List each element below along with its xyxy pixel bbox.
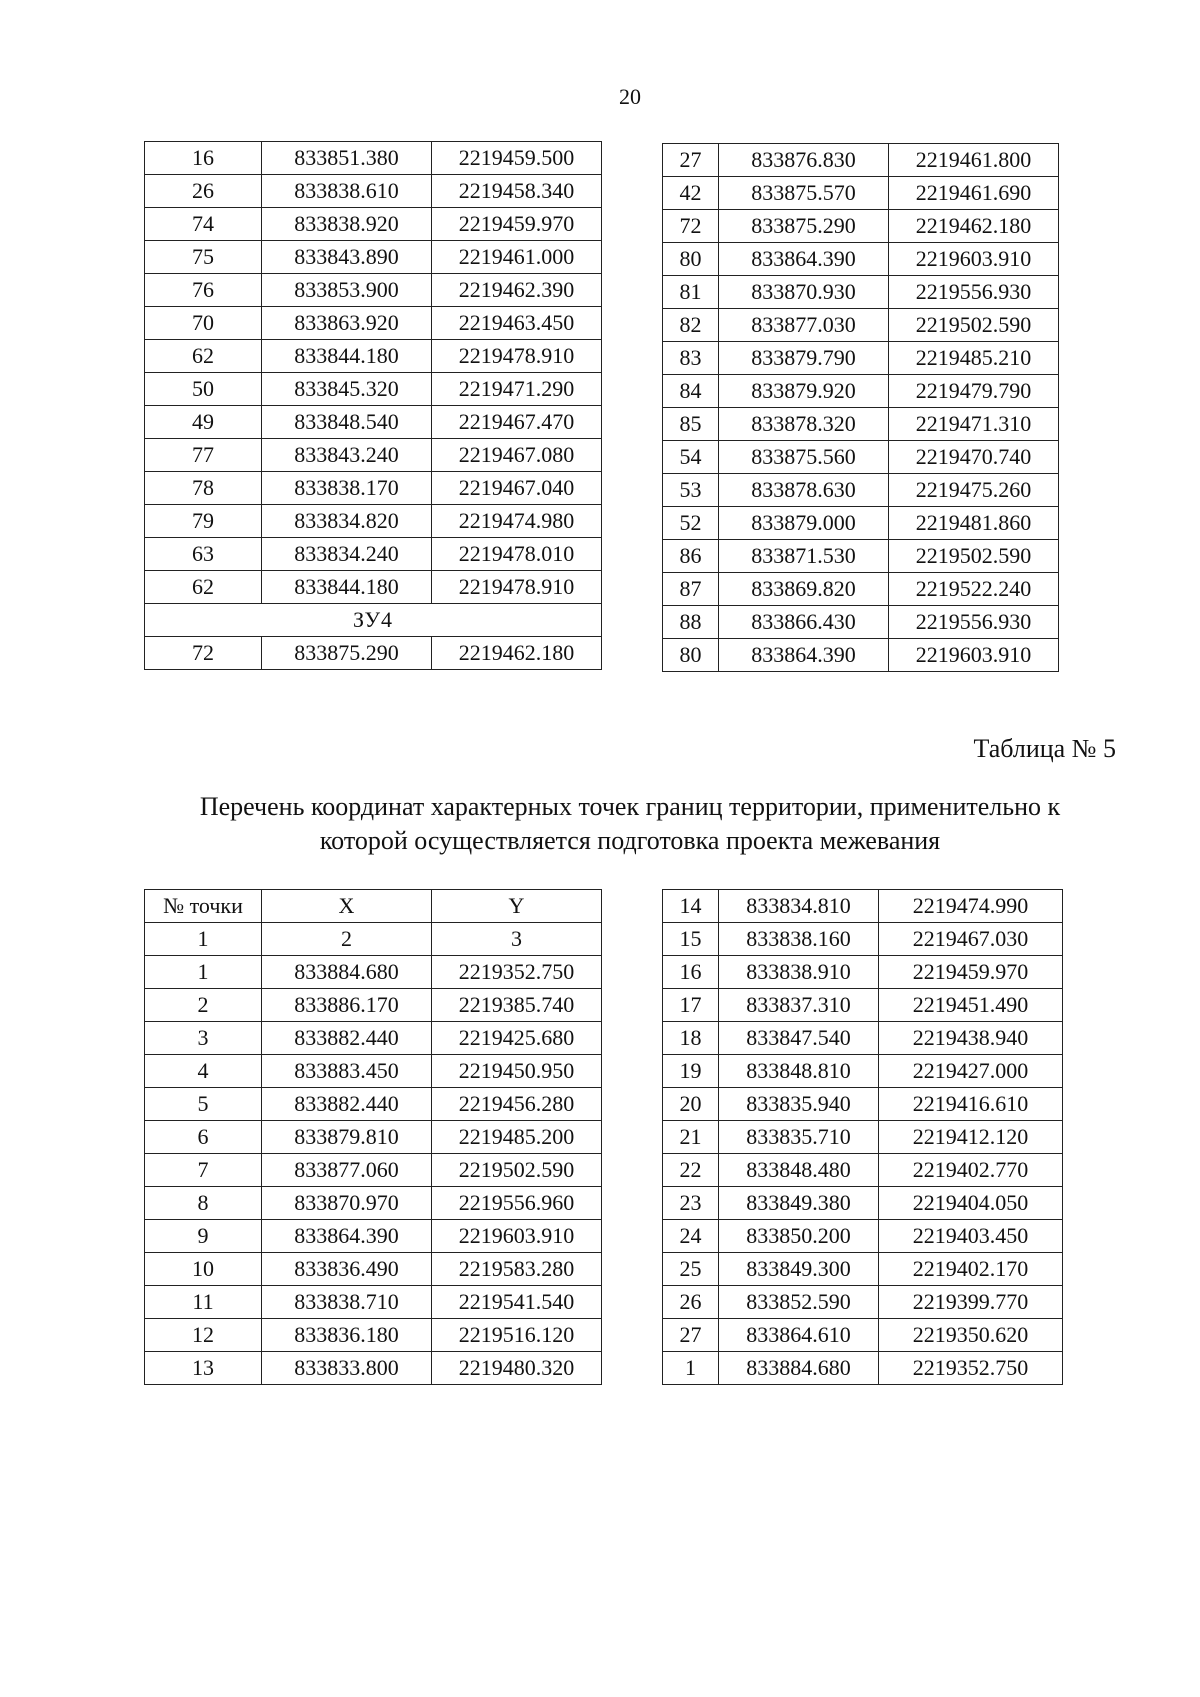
x-coordinate-cell: 833876.830	[719, 144, 889, 177]
table-row	[663, 1187, 1063, 1220]
x-coordinate-cell: 833883.450	[262, 1055, 432, 1088]
y-coordinate-cell: 2219427.000	[879, 1055, 1063, 1088]
x-coordinate-cell: 833844.180	[262, 340, 432, 373]
y-coordinate-cell: 2219352.750	[432, 956, 602, 989]
table-body	[145, 142, 602, 670]
x-coordinate-cell: 833853.900	[262, 274, 432, 307]
y-coordinate-cell: 2219603.910	[889, 639, 1059, 672]
y-coordinate-cell: 2219471.290	[432, 373, 602, 406]
y-coordinate-cell: 2219556.930	[889, 276, 1059, 309]
point-number-cell: 63	[145, 538, 262, 571]
x-coordinate-cell: 833838.910	[719, 956, 879, 989]
x-coordinate-cell: 833869.820	[719, 573, 889, 606]
y-coordinate-cell: 2219451.490	[879, 989, 1063, 1022]
point-number-cell: 25	[663, 1253, 719, 1286]
point-number-cell: № точки	[145, 890, 262, 923]
table-row	[663, 243, 1059, 276]
y-coordinate-cell: 2219522.240	[889, 573, 1059, 606]
x-coordinate-cell: 833870.930	[719, 276, 889, 309]
x-coordinate-cell: 833835.710	[719, 1121, 879, 1154]
x-coordinate-cell: 833866.430	[719, 606, 889, 639]
table-row	[663, 276, 1059, 309]
x-coordinate-cell: 833879.920	[719, 375, 889, 408]
y-coordinate-cell: 2219556.960	[432, 1187, 602, 1220]
point-number-cell: 53	[663, 474, 719, 507]
point-number-cell: 77	[145, 439, 262, 472]
table-row	[663, 540, 1059, 573]
x-coordinate-cell: 833863.920	[262, 307, 432, 340]
point-number-cell: 1	[145, 923, 262, 956]
table-row	[663, 1121, 1063, 1154]
table-row	[145, 571, 602, 604]
x-coordinate-cell: 833875.560	[719, 441, 889, 474]
y-coordinate-cell: 2219475.260	[889, 474, 1059, 507]
y-coordinate-cell: 2219399.770	[879, 1286, 1063, 1319]
y-coordinate-cell: 2219403.450	[879, 1220, 1063, 1253]
point-number-cell: 26	[145, 175, 262, 208]
y-coordinate-cell: 2219474.990	[879, 890, 1063, 923]
point-number-cell: 16	[145, 142, 262, 175]
table-row	[145, 538, 602, 571]
table-row	[145, 637, 602, 670]
table-row	[663, 342, 1059, 375]
point-number-cell: 15	[663, 923, 719, 956]
point-number-cell: 18	[663, 1022, 719, 1055]
x-coordinate-cell: 833838.710	[262, 1286, 432, 1319]
y-coordinate-cell: 2219467.470	[432, 406, 602, 439]
table-row	[663, 1286, 1063, 1319]
y-coordinate-cell: 2219461.000	[432, 241, 602, 274]
y-coordinate-cell: 2219352.750	[879, 1352, 1063, 1385]
y-coordinate-cell: 2219459.970	[879, 956, 1063, 989]
y-coordinate-cell: 2219456.280	[432, 1088, 602, 1121]
table-row	[663, 507, 1059, 540]
table-row	[145, 439, 602, 472]
point-number-cell: 52	[663, 507, 719, 540]
point-number-cell: 42	[663, 177, 719, 210]
y-coordinate-cell: 2219385.740	[432, 989, 602, 1022]
point-number-cell: 82	[663, 309, 719, 342]
y-coordinate-cell: 2219438.940	[879, 1022, 1063, 1055]
y-coordinate-cell: 2219462.390	[432, 274, 602, 307]
x-coordinate-cell: 833848.480	[719, 1154, 879, 1187]
y-coordinate-cell: 2219450.950	[432, 1055, 602, 1088]
point-number-cell: 27	[663, 144, 719, 177]
point-number-cell: 10	[145, 1253, 262, 1286]
x-coordinate-cell: 833847.540	[719, 1022, 879, 1055]
table-row	[663, 1022, 1063, 1055]
y-coordinate-cell: 2219459.970	[432, 208, 602, 241]
table-row	[145, 1253, 602, 1286]
table-row	[145, 1088, 602, 1121]
x-coordinate-cell: 833835.940	[719, 1088, 879, 1121]
point-number-cell: 6	[145, 1121, 262, 1154]
point-number-cell: 24	[663, 1220, 719, 1253]
point-number-cell: 2	[145, 989, 262, 1022]
caption-line: Перечень координат характерных точек границ территории, применительно к	[199, 792, 1061, 821]
point-number-cell: 49	[145, 406, 262, 439]
table-row	[145, 340, 602, 373]
x-coordinate-cell: 833871.530	[719, 540, 889, 573]
table-row	[145, 373, 602, 406]
point-number-cell: 80	[663, 243, 719, 276]
x-coordinate-cell: 833875.570	[719, 177, 889, 210]
x-coordinate-cell: 833882.440	[262, 1088, 432, 1121]
point-number-cell: 11	[145, 1286, 262, 1319]
x-coordinate-cell: 833844.180	[262, 571, 432, 604]
x-coordinate-cell: 833884.680	[262, 956, 432, 989]
x-coordinate-cell: 833845.320	[262, 373, 432, 406]
table-row	[663, 441, 1059, 474]
y-coordinate-cell: 2219470.740	[889, 441, 1059, 474]
header-row	[145, 890, 602, 923]
point-number-cell: 23	[663, 1187, 719, 1220]
table-row	[663, 573, 1059, 606]
point-number-cell: 22	[663, 1154, 719, 1187]
x-coordinate-cell: 833838.160	[719, 923, 879, 956]
table-row	[145, 1286, 602, 1319]
point-number-cell: 13	[145, 1352, 262, 1385]
x-coordinate-cell: 833884.680	[719, 1352, 879, 1385]
x-coordinate-cell: 833836.180	[262, 1319, 432, 1352]
x-coordinate-cell: 833864.390	[719, 243, 889, 276]
table-row	[663, 639, 1059, 672]
table-body	[663, 144, 1059, 672]
table5-left	[144, 889, 602, 1385]
y-coordinate-cell: 2219461.800	[889, 144, 1059, 177]
table-row	[663, 1253, 1063, 1286]
y-coordinate-cell: 2219516.120	[432, 1319, 602, 1352]
point-number-cell: 72	[663, 210, 719, 243]
point-number-cell: 9	[145, 1220, 262, 1253]
y-coordinate-cell: 2219416.610	[879, 1088, 1063, 1121]
table-row	[663, 923, 1063, 956]
point-number-cell: 87	[663, 573, 719, 606]
table-row	[663, 1220, 1063, 1253]
x-coordinate-cell: 833849.380	[719, 1187, 879, 1220]
table-row	[145, 307, 602, 340]
table-row	[145, 241, 602, 274]
x-coordinate-cell: 833834.820	[262, 505, 432, 538]
y-coordinate-cell: 2219458.340	[432, 175, 602, 208]
y-coordinate-cell: 2219603.910	[889, 243, 1059, 276]
point-number-cell: 74	[145, 208, 262, 241]
table-body	[663, 890, 1063, 1385]
point-number-cell: 1	[663, 1352, 719, 1385]
table-row	[663, 309, 1059, 342]
table-row	[145, 274, 602, 307]
y-coordinate-cell: 2219350.620	[879, 1319, 1063, 1352]
point-number-cell: 62	[145, 571, 262, 604]
point-number-cell: 70	[145, 307, 262, 340]
table-row	[145, 1022, 602, 1055]
column-number-row	[145, 923, 602, 956]
point-number-cell: 1	[145, 956, 262, 989]
x-coordinate-cell: 833850.200	[719, 1220, 879, 1253]
y-coordinate-cell: 2219463.450	[432, 307, 602, 340]
x-coordinate-cell: 833838.170	[262, 472, 432, 505]
x-coordinate-cell: 833878.630	[719, 474, 889, 507]
point-number-cell: 14	[663, 890, 719, 923]
point-number-cell: 12	[145, 1319, 262, 1352]
point-number-cell: 50	[145, 373, 262, 406]
table-row	[145, 1319, 602, 1352]
point-number-cell: 5	[145, 1088, 262, 1121]
table-row	[663, 890, 1063, 923]
table-row	[663, 144, 1059, 177]
point-number-cell: 80	[663, 639, 719, 672]
y-coordinate-cell: 2219402.170	[879, 1253, 1063, 1286]
y-coordinate-cell: 2219402.770	[879, 1154, 1063, 1187]
y-coordinate-cell: 2219485.210	[889, 342, 1059, 375]
x-coordinate-cell: 833864.390	[262, 1220, 432, 1253]
point-number-cell: 4	[145, 1055, 262, 1088]
y-coordinate-cell: 2219485.200	[432, 1121, 602, 1154]
y-coordinate-cell: 2219603.910	[432, 1220, 602, 1253]
table-row	[145, 1352, 602, 1385]
x-coordinate-cell: 833851.380	[262, 142, 432, 175]
x-coordinate-cell: 833875.290	[262, 637, 432, 670]
point-number-cell: 21	[663, 1121, 719, 1154]
table-row	[663, 1055, 1063, 1088]
point-number-cell: 85	[663, 408, 719, 441]
x-coordinate-cell: 833849.300	[719, 1253, 879, 1286]
y-coordinate-cell: 2219541.540	[432, 1286, 602, 1319]
point-number-cell: 8	[145, 1187, 262, 1220]
x-coordinate-cell: 833852.590	[719, 1286, 879, 1319]
coordinates-table-continued-left	[144, 141, 602, 670]
x-coordinate-cell: 833848.810	[719, 1055, 879, 1088]
table-row	[145, 1121, 602, 1154]
x-coordinate-cell: 833877.030	[719, 309, 889, 342]
x-coordinate-cell: 833882.440	[262, 1022, 432, 1055]
table-row	[663, 177, 1059, 210]
y-coordinate-cell: 2219404.050	[879, 1187, 1063, 1220]
table-caption	[120, 790, 1140, 858]
x-coordinate-cell: 833864.390	[719, 639, 889, 672]
point-number-cell: 75	[145, 241, 262, 274]
point-number-cell: 27	[663, 1319, 719, 1352]
y-coordinate-cell: 2219425.680	[432, 1022, 602, 1055]
point-number-cell: 72	[145, 637, 262, 670]
x-coordinate-cell: 833838.610	[262, 175, 432, 208]
x-coordinate-cell: 833870.970	[262, 1187, 432, 1220]
point-number-cell: 76	[145, 274, 262, 307]
y-coordinate-cell: 2219556.930	[889, 606, 1059, 639]
table5-right	[662, 889, 1063, 1385]
table-row	[145, 1154, 602, 1187]
y-coordinate-cell: 2219478.910	[432, 340, 602, 373]
x-coordinate-cell: 833875.290	[719, 210, 889, 243]
y-coordinate-cell: 2219502.590	[889, 540, 1059, 573]
y-coordinate-cell: 2219462.180	[889, 210, 1059, 243]
x-coordinate-cell: 833843.890	[262, 241, 432, 274]
table-row	[145, 956, 602, 989]
y-coordinate-cell: 2219471.310	[889, 408, 1059, 441]
table-body	[145, 890, 602, 1385]
point-number-cell: 88	[663, 606, 719, 639]
point-number-cell: 7	[145, 1154, 262, 1187]
y-coordinate-cell: 2219462.180	[432, 637, 602, 670]
point-number-cell: 3	[145, 1022, 262, 1055]
table-row	[145, 472, 602, 505]
y-coordinate-cell: 2219480.320	[432, 1352, 602, 1385]
y-coordinate-cell: Y	[432, 890, 602, 923]
point-number-cell: 19	[663, 1055, 719, 1088]
point-number-cell: 20	[663, 1088, 719, 1121]
table-row	[663, 1319, 1063, 1352]
caption-line: которой осуществляется подготовка проекта межевания	[319, 826, 941, 855]
x-coordinate-cell: 833833.800	[262, 1352, 432, 1385]
table-row	[663, 408, 1059, 441]
section-row	[145, 604, 602, 637]
point-number-cell: 54	[663, 441, 719, 474]
y-coordinate-cell: 2219461.690	[889, 177, 1059, 210]
x-coordinate-cell: 833834.810	[719, 890, 879, 923]
point-number-cell: 83	[663, 342, 719, 375]
x-coordinate-cell: 833879.790	[719, 342, 889, 375]
coordinates-table-continued-right	[662, 143, 1059, 672]
x-coordinate-cell: 833864.610	[719, 1319, 879, 1352]
y-coordinate-cell: 2219467.030	[879, 923, 1063, 956]
y-coordinate-cell: 2219502.590	[432, 1154, 602, 1187]
x-coordinate-cell: 833837.310	[719, 989, 879, 1022]
y-coordinate-cell: 2219467.080	[432, 439, 602, 472]
table-row	[145, 1220, 602, 1253]
table-row	[663, 1088, 1063, 1121]
y-coordinate-cell: 3	[432, 923, 602, 956]
y-coordinate-cell: 2219412.120	[879, 1121, 1063, 1154]
table-row	[663, 375, 1059, 408]
point-number-cell: 17	[663, 989, 719, 1022]
point-number-cell: 84	[663, 375, 719, 408]
table-row	[663, 606, 1059, 639]
y-coordinate-cell: 2219459.500	[432, 142, 602, 175]
point-number-cell: 78	[145, 472, 262, 505]
x-coordinate-cell: 833834.240	[262, 538, 432, 571]
y-coordinate-cell: 2219474.980	[432, 505, 602, 538]
y-coordinate-cell: 2219478.910	[432, 571, 602, 604]
table-row	[663, 989, 1063, 1022]
table-row	[145, 989, 602, 1022]
x-coordinate-cell: 833838.920	[262, 208, 432, 241]
table-row	[663, 1352, 1063, 1385]
x-coordinate-cell: 833886.170	[262, 989, 432, 1022]
y-coordinate-cell: 2219481.860	[889, 507, 1059, 540]
x-coordinate-cell: 833878.320	[719, 408, 889, 441]
y-coordinate-cell: 2219467.040	[432, 472, 602, 505]
x-coordinate-cell: 833879.000	[719, 507, 889, 540]
table-number-label: Таблица № 5	[973, 734, 1116, 763]
point-number-cell: 26	[663, 1286, 719, 1319]
point-number-cell: 79	[145, 505, 262, 538]
table-row	[663, 474, 1059, 507]
y-coordinate-cell: 2219478.010	[432, 538, 602, 571]
section-label: ЗУ4	[145, 604, 602, 637]
table-row	[145, 1187, 602, 1220]
table-row	[145, 1055, 602, 1088]
y-coordinate-cell: 2219479.790	[889, 375, 1059, 408]
table-row	[145, 505, 602, 538]
x-coordinate-cell: 833836.490	[262, 1253, 432, 1286]
table-row	[663, 1154, 1063, 1187]
x-coordinate-cell: X	[262, 890, 432, 923]
x-coordinate-cell: 833848.540	[262, 406, 432, 439]
x-coordinate-cell: 2	[262, 923, 432, 956]
table-row	[145, 406, 602, 439]
table-row	[663, 210, 1059, 243]
table-row	[663, 956, 1063, 989]
page-number: 20	[619, 84, 641, 109]
table-row	[145, 142, 602, 175]
table-row	[145, 175, 602, 208]
y-coordinate-cell: 2219583.280	[432, 1253, 602, 1286]
point-number-cell: 62	[145, 340, 262, 373]
table-row	[145, 208, 602, 241]
x-coordinate-cell: 833843.240	[262, 439, 432, 472]
x-coordinate-cell: 833879.810	[262, 1121, 432, 1154]
point-number-cell: 86	[663, 540, 719, 573]
y-coordinate-cell: 2219502.590	[889, 309, 1059, 342]
point-number-cell: 81	[663, 276, 719, 309]
x-coordinate-cell: 833877.060	[262, 1154, 432, 1187]
point-number-cell: 16	[663, 956, 719, 989]
